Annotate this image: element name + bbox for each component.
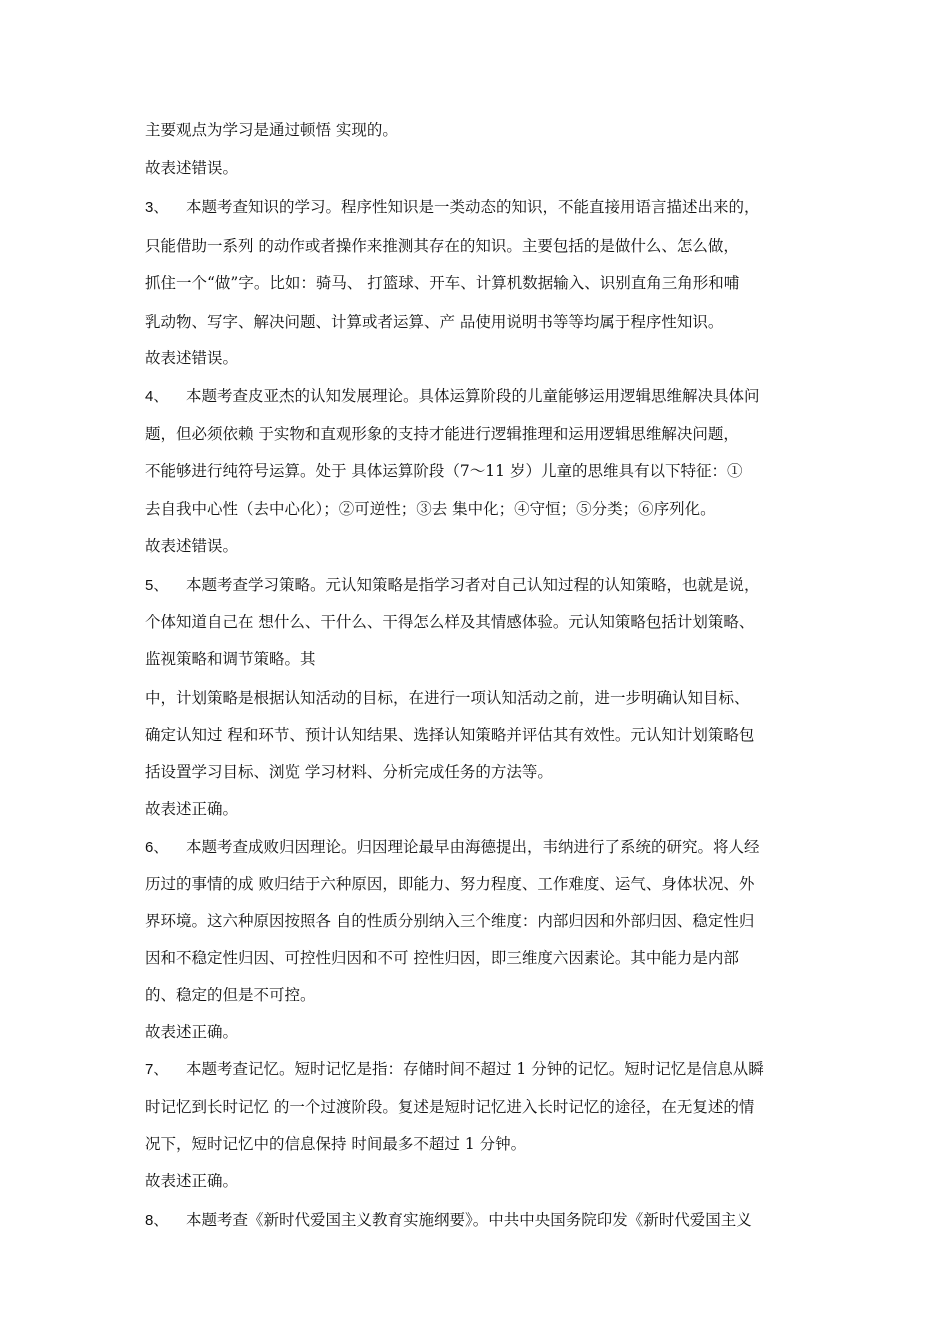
line-text: 况下，短时记忆中的信息保持 时间最多不超过 1 分钟。 [145,1135,527,1153]
text-line [145,649,815,669]
text-line [145,461,815,481]
text-line [145,424,815,444]
line-text: 故表述错误。 [145,537,239,555]
text-line [145,499,815,519]
text-line [145,386,815,407]
line-text: 因和不稳定性归因、可控性归因和不可 控性归因，即三维度六因素论。其中能力是内部 [145,949,739,967]
line-text: 抓住一个“做”字。比如：骑马、 打篮球、开车、计算机数据输入、识别直角三角形和哺 [145,274,740,292]
text-line [145,158,815,178]
line-text: 不能够进行纯符号运算。处于 具体运算阶段（7～11 岁）儿童的思维具有以下特征：① [145,462,743,480]
line-text: 题，但必须依赖 于实物和直观形象的支持才能进行逻辑推理和运用逻辑思维解决问题， [145,425,739,443]
text-line [145,575,815,596]
line-text: 的、稳定的但是不可控。 [145,986,316,1004]
text-line [145,273,815,293]
line-text: 故表述正确。 [145,1172,239,1190]
item-number: 3、 [145,199,169,216]
text-line [145,120,815,140]
line-text: 故表述错误。 [145,349,239,367]
text-line [145,236,815,256]
line-text: 时记忆到长时记忆 的一个过渡阶段。复述是短时记忆进入长时记忆的途径，在无复述的情 [145,1098,755,1116]
text-line [145,312,815,332]
line-text: 只能借助一系列 的动作或者操作来推测其存在的知识。主要包括的是做什么、怎么做， [145,237,739,255]
line-text: 本题考查成败归因理论。归因理论最早由海德提出，韦纳进行了系统的研究。将人经 [186,838,760,856]
text-line [145,1022,815,1042]
line-text: 确定认知过 程和环节、预计认知结果、选择认知策略并评估其有效性。元认知计划策略包 [145,726,755,744]
text-line [145,799,815,819]
text-line [145,985,815,1005]
line-text: 本题考查《新时代爱国主义教育实施纲要》。中共中央国务院印发《新时代爱国主义 [186,1211,752,1229]
item-number: 6、 [145,839,169,856]
text-line [145,197,815,218]
line-text: 括设置学习目标、浏览 学习材料、分析完成任务的方法等。 [145,763,553,781]
line-text: 故表述正确。 [145,1023,239,1041]
text-line [145,948,815,968]
text-line [145,612,815,632]
text-line [145,1097,815,1117]
text-line [145,688,815,708]
text-line [145,874,815,894]
line-text: 界环境。这六种原因按照各 自的性质分别纳入三个维度：内部归因和外部归因、稳定性归 [145,912,755,930]
line-text: 个体知道自己在 想什么、干什么、干得怎么样及其情感体验。元认知策略包括计划策略、 [145,613,755,631]
line-text: 本题考查记忆。短时记忆是指：存储时间不超过 1 分钟的记忆。短时记忆是信息从瞬 [186,1060,764,1078]
line-text: 本题考查皮亚杰的认知发展理论。具体运算阶段的儿童能够运用逻辑思维解决具体问 [186,387,760,405]
text-line [145,725,815,745]
text-line [145,762,815,782]
text-line [145,1210,815,1231]
line-text: 监视策略和调节策略。其 [145,650,316,668]
line-text: 乳动物、写字、解决问题、计算或者运算、产 品使用说明书等等均属于程序性知识。 [145,313,724,331]
text-line [145,348,815,368]
line-text: 历过的事情的成 败归结于六种原因，即能力、努力程度、工作难度、运气、身体状况、外 [145,875,755,893]
line-text: 本题考查学习策略。元认知策略是指学习者对自己认知过程的认知策略，也就是说， [186,576,760,594]
text-line [145,1134,815,1154]
line-text: 本题考查知识的学习。程序性知识是一类动态的知识，不能直接用语言描述出来的， [186,198,760,216]
line-text: 故表述正确。 [145,800,239,818]
line-text: 去自我中心性（去中心化）；②可逆性；③去 集中化；④守恒；⑤分类；⑥序列化。 [145,500,716,518]
text-line [145,1059,815,1080]
line-text: 中，计划策略是根据认知活动的目标，在进行一项认知活动之前，进一步明确认知目标、 [145,689,750,707]
item-number: 4、 [145,388,169,405]
line-text: 主要观点为学习是通过顿悟 实现的。 [145,121,398,139]
text-line [145,911,815,931]
item-number: 5、 [145,577,169,594]
line-text: 故表述错误。 [145,159,239,177]
text-line [145,536,815,556]
item-number: 8、 [145,1212,169,1229]
item-number: 7、 [145,1061,169,1078]
text-line [145,1171,815,1191]
text-line [145,837,815,858]
